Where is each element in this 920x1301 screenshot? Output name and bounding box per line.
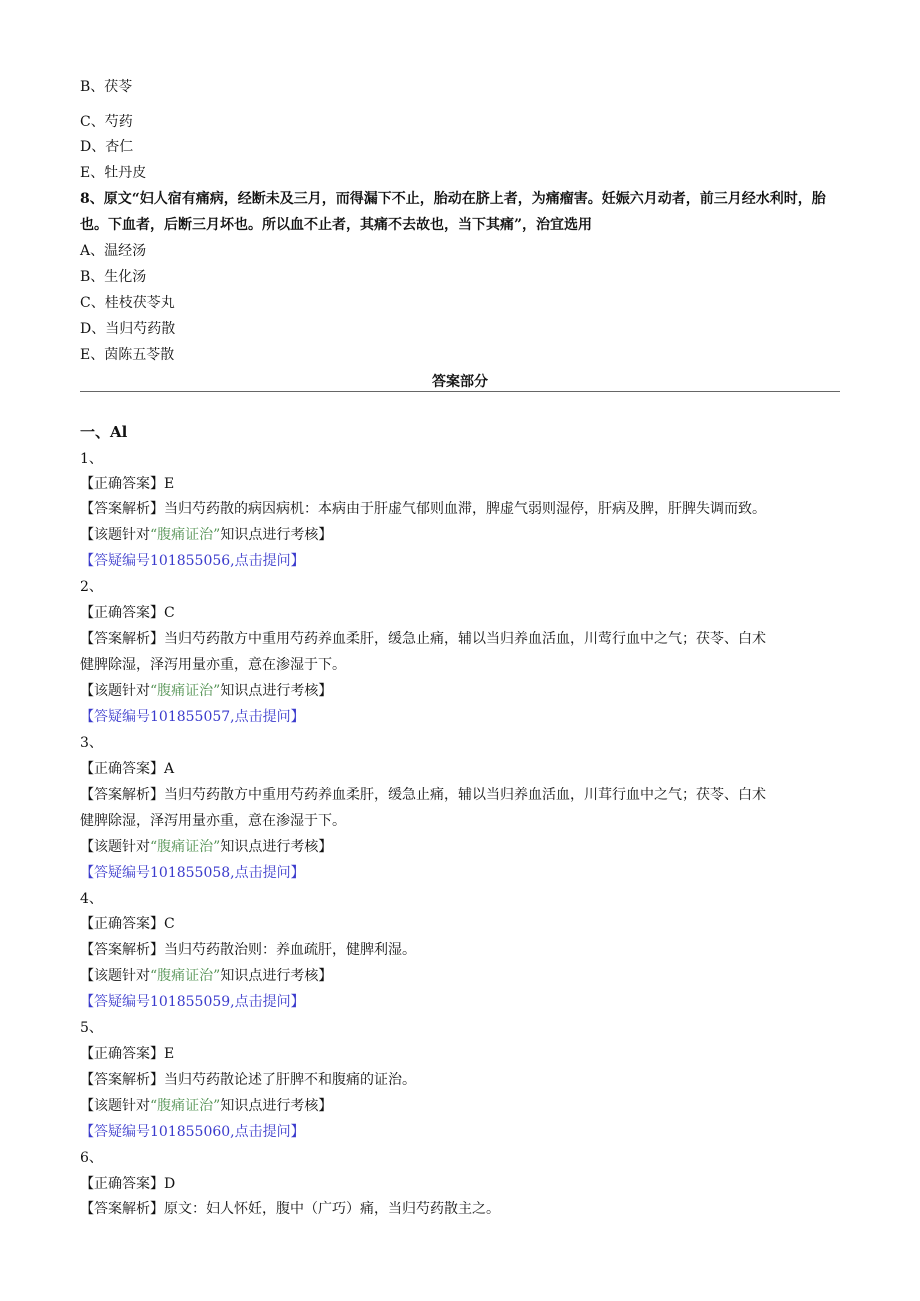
knowledge-point: 【该题针对“腹痛证治”知识点进行考核】 <box>80 1098 333 1114</box>
correct-answer: 【正确答案】A <box>80 761 175 777</box>
answer-number: 1、 <box>80 451 103 467</box>
knowledge-point: 【该题针对“腹痛证治”知识点进行考核】 <box>80 527 333 543</box>
ask-question-link[interactable]: 【答疑编号101855058,点击提问】 <box>80 865 305 881</box>
question-8-text: 8、原文“妇人宿有痛病，经断未及三月，而得漏下不止，胎动在脐上者，为痛瘤害。妊娠六月动者，前三月经水利时，胎也。下血者，后断三月坏也。所以血不止者，其痛不去故也，当下其痛”，治宜选用 <box>80 191 826 233</box>
q8-option-b: B、生化汤 <box>80 269 147 285</box>
q8-option-e: E、茵陈五苓散 <box>80 347 175 363</box>
answer-analysis-cont: 健脾除湿，泽泻用量亦重，意在渗湿于下。 <box>80 657 346 673</box>
knowledge-point-name: “腹痛证治” <box>150 839 221 855</box>
answer-number: 6、 <box>80 1150 103 1166</box>
knowledge-point-name: “腹痛证治” <box>150 1098 221 1114</box>
answers-divider <box>80 391 840 392</box>
q8-option-a: A、温经汤 <box>80 243 147 259</box>
answer-number: 3、 <box>80 735 103 751</box>
q8-option-c: C、桂枝茯苓丸 <box>80 295 175 311</box>
option-c: C、芍药 <box>80 114 133 130</box>
answer-analysis: 【答案解析】原文：妇人怀妊，腹中（广巧）痛，当归芍药散主之。 <box>80 1201 500 1217</box>
answer-analysis-cont: 健脾除湿，泽泻用量亦重，意在渗湿于下。 <box>80 813 346 829</box>
correct-answer: 【正确答案】D <box>80 1176 176 1192</box>
answer-number: 4、 <box>80 891 103 907</box>
answer-analysis: 【答案解析】当归芍药散治则：养血疏肝，健脾利湿。 <box>80 942 416 958</box>
ask-question-link[interactable]: 【答疑编号101855059,点击提问】 <box>80 994 305 1010</box>
answer-analysis: 【答案解析】当归芍药散的病因病机：本病由于肝虚气郁则血滞，脾虚气弱则湿停，肝病及脾，肝脾失调而致。 <box>80 501 766 517</box>
ask-question-link[interactable]: 【答疑编号101855056,点击提问】 <box>80 553 305 569</box>
q8-option-d: D、当归芍药散 <box>80 321 176 337</box>
correct-answer: 【正确答案】C <box>80 605 175 621</box>
answer-number: 2、 <box>80 579 103 595</box>
answer-analysis: 【答案解析】当归芍药散方中重用芍药养血柔肝，缓急止痛，辅以当归养血活血，川莺行血中之气；茯苓、白术 <box>80 631 766 647</box>
answers-title: 答案部分 <box>432 374 488 390</box>
knowledge-point-name: “腹痛证治” <box>150 527 221 543</box>
answer-analysis: 【答案解析】当归芍药散方中重用芍药养血柔肝，缓急止痛，辅以当归养血活血，川茸行血中之气；茯苓、白术 <box>80 787 766 803</box>
answer-number: 5、 <box>80 1020 103 1036</box>
answer-analysis: 【答案解析】当归芍药散论述了肝脾不和腹痛的证治。 <box>80 1072 416 1088</box>
option-d: D、杏仁 <box>80 139 134 155</box>
correct-answer: 【正确答案】E <box>80 476 175 492</box>
ask-question-link[interactable]: 【答疑编号101855057,点击提问】 <box>80 709 305 725</box>
knowledge-point-name: “腹痛证治” <box>150 683 221 699</box>
knowledge-point: 【该题针对“腹痛证治”知识点进行考核】 <box>80 683 333 699</box>
section-title: 一、Al <box>80 423 128 441</box>
ask-question-link[interactable]: 【答疑编号101855060,点击提问】 <box>80 1124 305 1140</box>
knowledge-point-name: “腹痛证治” <box>150 968 221 984</box>
knowledge-point: 【该题针对“腹痛证治”知识点进行考核】 <box>80 968 333 984</box>
correct-answer: 【正确答案】E <box>80 1046 175 1062</box>
option-e: E、牡丹皮 <box>80 165 147 181</box>
knowledge-point: 【该题针对“腹痛证治”知识点进行考核】 <box>80 839 333 855</box>
option-b: B、茯苓 <box>80 79 133 95</box>
correct-answer: 【正确答案】C <box>80 916 175 932</box>
